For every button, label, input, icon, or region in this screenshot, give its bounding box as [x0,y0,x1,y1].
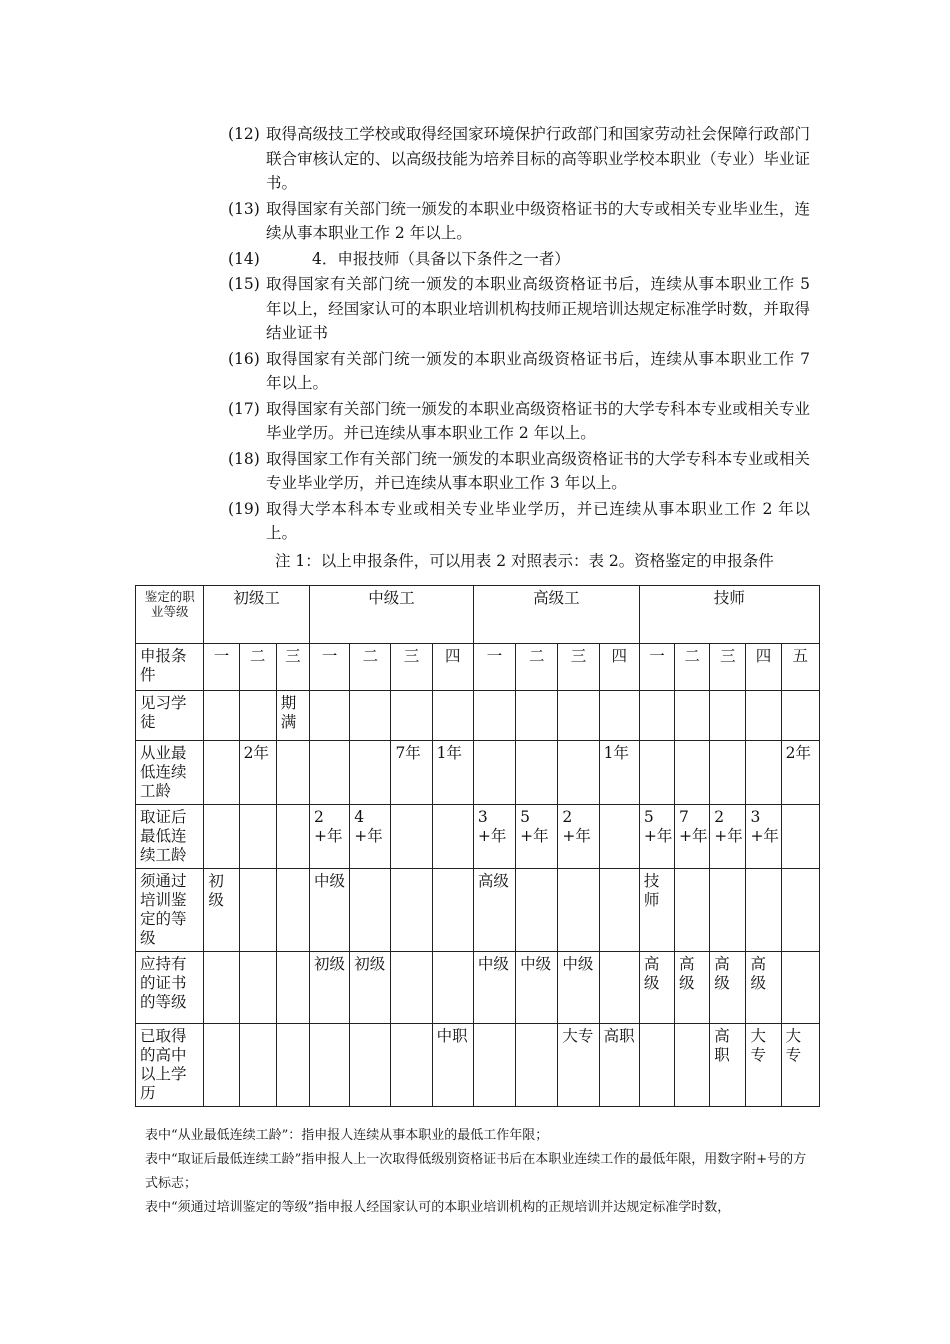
table-cell [309,1024,349,1107]
table-cell [204,805,239,869]
row-label: 申报条件 [136,644,204,691]
table-cell: 一 [473,644,515,691]
table-cell [391,952,432,1024]
list-item [228,272,810,346]
list-item [228,347,810,396]
item-text: 取得国家有关部门统一颁发的本职业高级资格证书后，连续从事本职业工作 5 年以上，经国家认可的本职业培训机构技师正规培训达规定标准学时数，并取得结业证书 [266,275,810,342]
table-cell: 三 [276,644,309,691]
table-row [136,1024,820,1107]
table-cell [432,952,473,1024]
table-cell: 三 [391,644,432,691]
table-cell [391,869,432,952]
level-header: 技师 [639,586,819,644]
level-header: 初级工 [204,586,310,644]
table-cell: 中级 [558,952,599,1024]
table-cell [710,869,746,952]
table-cell [391,805,432,869]
table-row [136,869,820,952]
table-cell [432,691,473,741]
table-cell [239,869,276,952]
table-cell [239,805,276,869]
table-header-row [136,586,820,644]
table-cell [350,869,391,952]
table-cell [639,691,674,741]
table-cell [276,1024,309,1107]
table-cell [599,805,639,869]
item-number: (18) [228,449,260,468]
row-label: 取证后最低连续工龄 [136,805,204,869]
item-text: 4．申报技师（具备以下条件之一者） [312,249,570,268]
table-cell: 四 [746,644,781,691]
table-cell: 四 [599,644,639,691]
table-cell [239,952,276,1024]
table-cell [276,741,309,805]
table-cell [239,691,276,741]
table-cell: 一 [639,644,674,691]
table-cell: 5+年 [639,805,674,869]
table-cell: 高级 [675,952,710,1024]
table-cell [350,691,391,741]
table-cell [639,1024,674,1107]
table-cell [599,869,639,952]
footnote: 表中“须通过培训鉴定的等级”指申报人经国家认可的本职业培训机构的正规培训并达规定标准学时数， [145,1200,731,1215]
item-number: (13) [228,199,260,218]
table-cell: 一 [309,644,349,691]
footnotes [145,1124,810,1220]
table-cell: 中级 [516,952,558,1024]
table-cell: 1年 [432,741,473,805]
table-cell: 7年 [391,741,432,805]
table-cell: 大专 [558,1024,599,1107]
conditions-list [228,122,810,547]
item-text: 取得国家有关部门统一颁发的本职业中级资格证书的大专或相关专业毕业生，连续从事本职业工作 2 年以上。 [266,199,810,242]
table-cell: 大专 [781,1024,819,1107]
table-cell: 一 [204,644,239,691]
table-row [136,805,820,869]
table-cell [599,691,639,741]
table-cell: 2年 [781,741,819,805]
table-cell [710,741,746,805]
table-cell [276,805,309,869]
table-cell: 3+年 [473,805,515,869]
table-cell: 中级 [309,869,349,952]
table-cell [473,741,515,805]
table-cell [204,952,239,1024]
table-cell: 中职 [432,1024,473,1107]
table-cell [204,691,239,741]
table-cell: 期满 [276,691,309,741]
table-cell [675,691,710,741]
item-number: (15) [228,275,260,293]
table-cell [781,691,819,741]
table-cell: 二 [675,644,710,691]
table-cell [276,952,309,1024]
list-item [228,122,810,196]
table-cell: 2+年 [309,805,349,869]
table-cell: 大专 [746,1024,781,1107]
table-cell [350,1024,391,1107]
table-cell: 2+年 [558,805,599,869]
item-number: (17) [228,399,260,418]
table-cell [558,741,599,805]
list-item [228,247,810,272]
table-row [136,691,820,741]
table-cell [675,869,710,952]
table-cell: 五 [781,644,819,691]
table-cell: 2+年 [710,805,746,869]
item-number: (16) [228,349,260,368]
level-header: 高级工 [473,586,639,644]
table-cell [473,1024,515,1107]
table-cell: 二 [516,644,558,691]
level-header: 中级工 [309,586,473,644]
table-cell: 三 [558,644,599,691]
row-label: 须通过培训鉴定的等级 [136,869,204,952]
table-cell [432,869,473,952]
table-cell [781,805,819,869]
table-cell [204,741,239,805]
item-text: 取得国家有关部门统一颁发的本职业高级资格证书的大学专科本专业或相关专业毕业学历。并已连续从事本职业工作 2 年以上。 [266,399,810,442]
list-item [228,497,810,546]
table-cell: 中级 [473,952,515,1024]
table-cell: 初级 [204,869,239,952]
table-cell [516,691,558,741]
row-label: 从业最低连续工龄 [136,741,204,805]
table-cell: 高职 [599,1024,639,1107]
table-cell [599,952,639,1024]
footnote: 表中“从业最低连续工龄”：指申报人连续从事本职业的最低工作年限； [145,1128,549,1143]
table-cell: 高级 [710,952,746,1024]
table-note: 注 1：以上申报条件，可以用表 2 对照表示：表 2。资格鉴定的申报条件 [275,552,774,570]
table-cell: 2年 [239,741,276,805]
table-cell [432,805,473,869]
row-label: 已取得的高中以上学历 [136,1024,204,1107]
table-cell [516,741,558,805]
item-text: 取得高级技工学校或取得经国家环境保护行政部门和国家劳动社会保障行政部门联合审核认定的、以高级技能为培养目标的高等职业学校本职业（专业）毕业证书。 [266,125,810,192]
table-cell: 技师 [639,869,674,952]
table-cell [781,869,819,952]
table-cell [558,869,599,952]
table-cell: 高级 [746,952,781,1024]
table-cell [276,869,309,952]
table-cell: 三 [710,644,746,691]
table-cell: 高级 [473,869,515,952]
item-text: 取得国家有关部门统一颁发的本职业高级资格证书后，连续从事本职业工作 7 年以上。 [266,349,810,392]
list-item [228,397,810,446]
row-label: 应持有的证书的等级 [136,952,204,1024]
table-cell [675,1024,710,1107]
table-cell: 高级 [639,952,674,1024]
item-number: (19) [228,499,260,518]
table-row [136,644,820,691]
table-cell [473,691,515,741]
table-cell [391,1024,432,1107]
table-cell: 3+年 [746,805,781,869]
item-number: (14) [228,249,260,268]
table-cell [516,869,558,952]
table-cell [391,691,432,741]
table-cell: 四 [432,644,473,691]
item-text: 取得大学本科本专业或相关专业毕业学历，并已连续从事本职业工作 2 年以上。 [266,499,810,542]
table-cell [675,741,710,805]
table-cell: 1年 [599,741,639,805]
list-item [228,447,810,496]
table-cell: 初级 [309,952,349,1024]
table-cell [309,691,349,741]
table-cell [309,741,349,805]
table-cell [746,869,781,952]
table-cell: 高职 [710,1024,746,1107]
table-cell: 二 [239,644,276,691]
table-cell: 初级 [350,952,391,1024]
qualification-table [135,585,820,1107]
table-row [136,952,820,1024]
table-cell: 4+年 [350,805,391,869]
row-label: 见习学徒 [136,691,204,741]
table-cell [710,691,746,741]
corner-header: 鉴定的职业等级 [136,586,204,644]
table-cell [350,741,391,805]
footnote: 表中“取证后最低连续工龄”指申报人上一次取得低级别资格证书后在本职业连续工作的最低年限，用数字附+号的方式标志； [145,1152,807,1191]
table-cell [204,1024,239,1107]
table-cell [781,952,819,1024]
table-row [136,741,820,805]
table-cell [239,1024,276,1107]
table-cell [639,741,674,805]
table-cell: 7+年 [675,805,710,869]
table-cell [746,741,781,805]
table-cell [558,691,599,741]
table-cell [516,1024,558,1107]
table-cell: 二 [350,644,391,691]
item-number: (12) [228,125,260,143]
item-text: 取得国家工作有关部门统一颁发的本职业高级资格证书的大学专科本专业或相关专业毕业学历，并已连续从事本职业工作 3 年以上。 [266,449,810,492]
list-item [228,197,810,246]
table-cell [746,691,781,741]
table-cell: 5+年 [516,805,558,869]
